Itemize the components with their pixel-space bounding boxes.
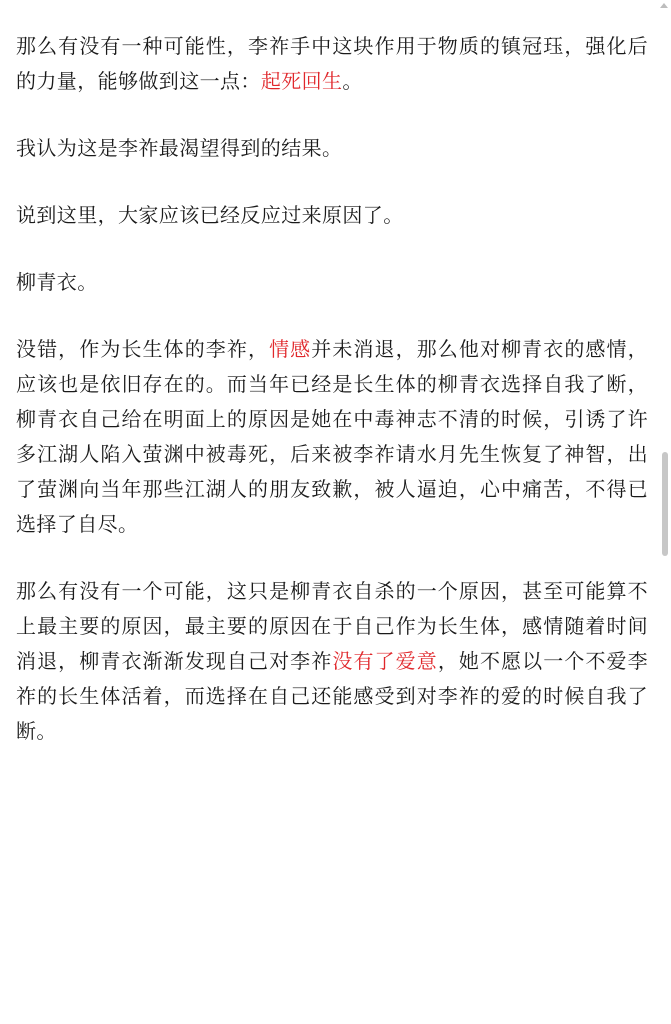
paragraph-1-text-b: 。 [342, 69, 363, 93]
highlight-revive: 起死回生 [260, 69, 343, 93]
paragraph-3: 说到这里，大家应该已经反应过来原因了。 [16, 203, 404, 227]
paragraph-1-text-a: 那么有没有一种可能性，李祚手中这块作用于物质的镇冠珏，强化后的力量，能够做到这一点： [16, 34, 648, 93]
highlight-emotion: 情感 [269, 337, 312, 361]
article-body [16, 29, 648, 781]
paragraph-1 [16, 29, 648, 99]
paragraph-5 [16, 332, 648, 542]
paragraph-6-text-b: ，她不愿以一个不爱李祚的长生体活着，而选择在自己还能感受到对李祚的爱的时候自我了断。 [16, 649, 649, 743]
paragraph-6-text-a: 那么有没有一个可能，这只是柳青衣自杀的一个原因，甚至可能算不上最主要的原因，最主要的原因在于自己作为长生体，感情随着时间消退，柳青衣渐渐发现自己对李祚 [16, 579, 648, 673]
paragraph-5-text-b: 并未消退，那么他对柳青衣的感情，应该也是依旧存在的。而当年已经是长生体的柳青衣选择自我了断，柳青衣自己给在明面上的原因是她在中毒神志不清的时候，引诱了许多江湖人陷入萤渊中被毒死，后来被李祚请水月先生恢复了神智，出了萤渊向当年那些江湖人的朋友致歉，被人逼迫，心中痛苦，不得已选择了自尽。 [16, 337, 648, 536]
scrollbar-thumb[interactable] [662, 452, 668, 556]
vertical-scrollbar[interactable] [657, 0, 671, 1024]
scroll-up-arrow-icon[interactable] [660, 3, 668, 8]
paragraph-6 [16, 574, 648, 749]
paragraph-5-text-a: 没错，作为长生体的李祚， [16, 337, 270, 361]
highlight-no-love: 没有了爱意 [332, 649, 438, 673]
paragraph-4: 柳青衣。 [16, 270, 98, 294]
paragraph-2: 我认为这是李祚最渴望得到的结果。 [16, 136, 343, 160]
